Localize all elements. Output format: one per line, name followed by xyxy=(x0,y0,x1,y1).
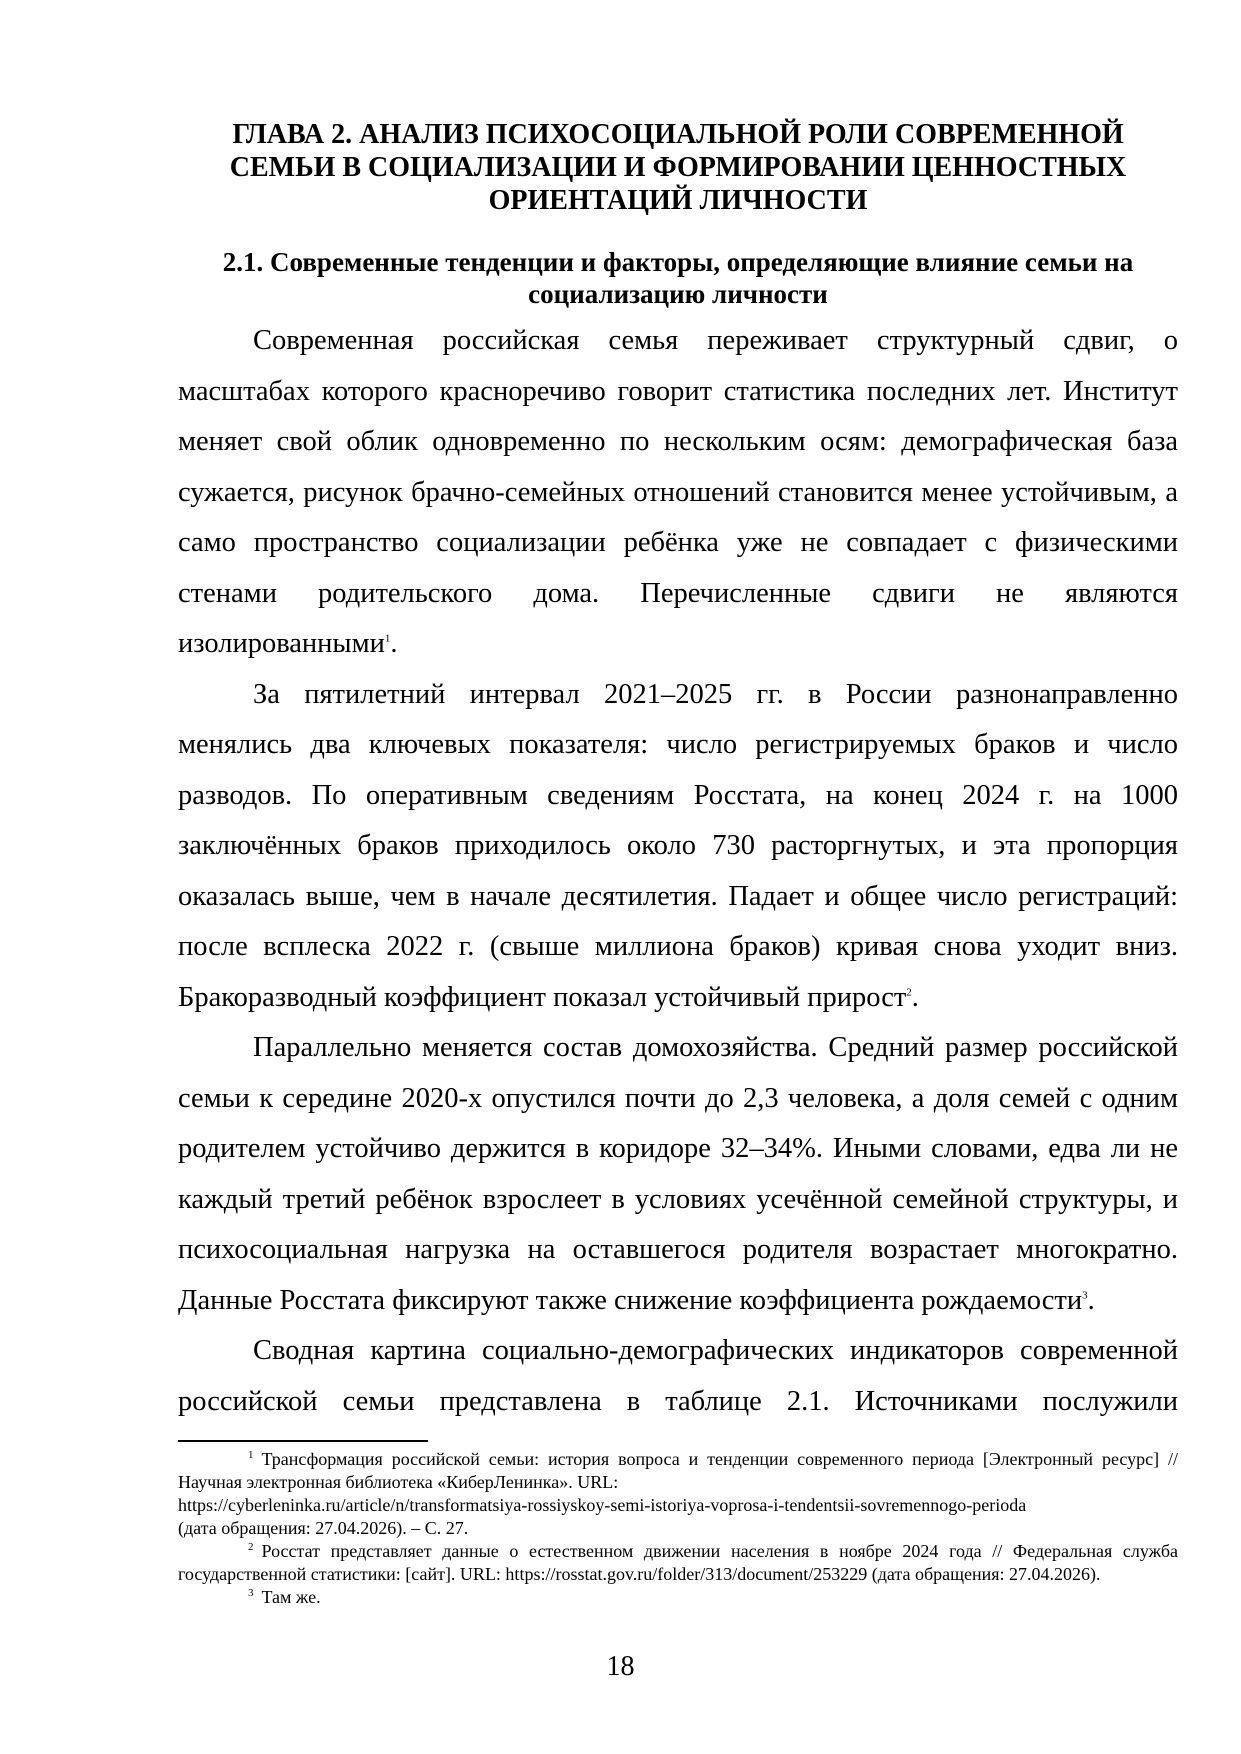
footnote-1-url[interactable]: https://cyberleninka.ru/article/n/transformatsiya-rossiyskoy-semi-istoriya-voprosa-i-tendentsii-sovremennogo-perioda xyxy=(178,1495,1027,1515)
footnote-1: $^1$ Трансформация российской семьи: история вопроса и тенденции современного периода [Электронный ресурс] // Научная электронная библиотека «КиберЛенинка». URL: https://cyberleninka.ru/article/n/transformatsiya-rossiyskoy-semi-istoriya-voprosa-i-tendentsii-sovremennogo-perioda (дата обращения: 27.04.2026). – С. 27. xyxy=(178,1449,1178,1538)
paragraph-2: За пятилетний интервал 2021–2025 гг. в России разнонаправленно менялись два ключевых показателя: число регистрируемых браков и число разводов. По оперативным сведениям Росстата, на конец 2024 г. на 1000 заключённых браков приходилось около 730 расторгнутых, и эта пропорция оказалась выше, чем в начале десятилетия. Падает и общее число регистраций: после всплеска 2022 г. (свыше миллиона браков) кривая снова уходит вниз. Бракоразводный коэффициент показал устойчивый прирост$^2$. xyxy=(178,678,1178,1013)
footnote-ref-2[interactable]: 2 xyxy=(906,986,912,998)
paragraph-3: Параллельно меняется состав домохозяйства. Средний размер российской семьи к середине 2020-х опустился почти до 2,3 человека, а доля семей с одним родителем устойчиво держится в коридоре 32–34%. Иными словами, едва ли не каждый третий ребёнок взрослеет в условиях усечённой семейной структуры, и психосоциальная нагрузка на оставшегося родителя возрастает многократно. Данные Росстата фиксируют также снижение коэффициента рождаемости$^3$. xyxy=(178,1032,1178,1316)
section-title: 2.1. Современные тенденции и факторы, определяющие влияние семьи на социализацию личности xyxy=(222,247,1134,309)
chapter-title: ГЛАВА 2. АНАЛИЗ ПСИХОСОЦИАЛЬНОЙ РОЛИ СОВРЕМЕННОЙ СЕМЬИ В СОЦИАЛИЗАЦИИ И ФОРМИРОВАНИИ ЦЕННОСТНЫХ ОРИЕНТАЦИЙ ЛИЧНОСТИ xyxy=(229,119,1127,216)
footnote-ref-1[interactable]: 1 xyxy=(384,632,391,645)
footnotes xyxy=(178,1448,1178,1609)
body-text xyxy=(178,316,1178,1417)
footnote-separator xyxy=(178,1440,428,1442)
footnote-ref-3[interactable]: 3 xyxy=(1082,1289,1088,1301)
paragraph-1: Современная российская семья переживает структурный сдвиг, о масштабах которого красноречиво говорит статистика последних лет. Институт меняет свой облик одновременно по нескольким осям: демографическая база сужается, рисунок брачно-семейных отношений становится менее устойчивым, а само пространство социализации ребёнка уже не совпадает с физическими стенами родительского дома. Перечисленные сдвиги не являются изолированными$^1$. xyxy=(178,325,1178,659)
paragraph-4: Сводная картина социально-демографических индикаторов современной российской семьи представлена в таблице 2.1. Источниками послужили xyxy=(178,1335,1178,1417)
footnote-2: $^2$ Росстат представляет данные о естественном движении населения в ноябре 2024 года // Федеральная служба государственной статистики: [сайт]. URL: https://rosstat.gov.ru/folder/313/document/253229 (дата обращения: 27.04.2026). xyxy=(178,1541,1178,1584)
footnote-3: $^3$ Там же. xyxy=(248,1587,321,1607)
page-number: 18 xyxy=(606,1651,635,1682)
